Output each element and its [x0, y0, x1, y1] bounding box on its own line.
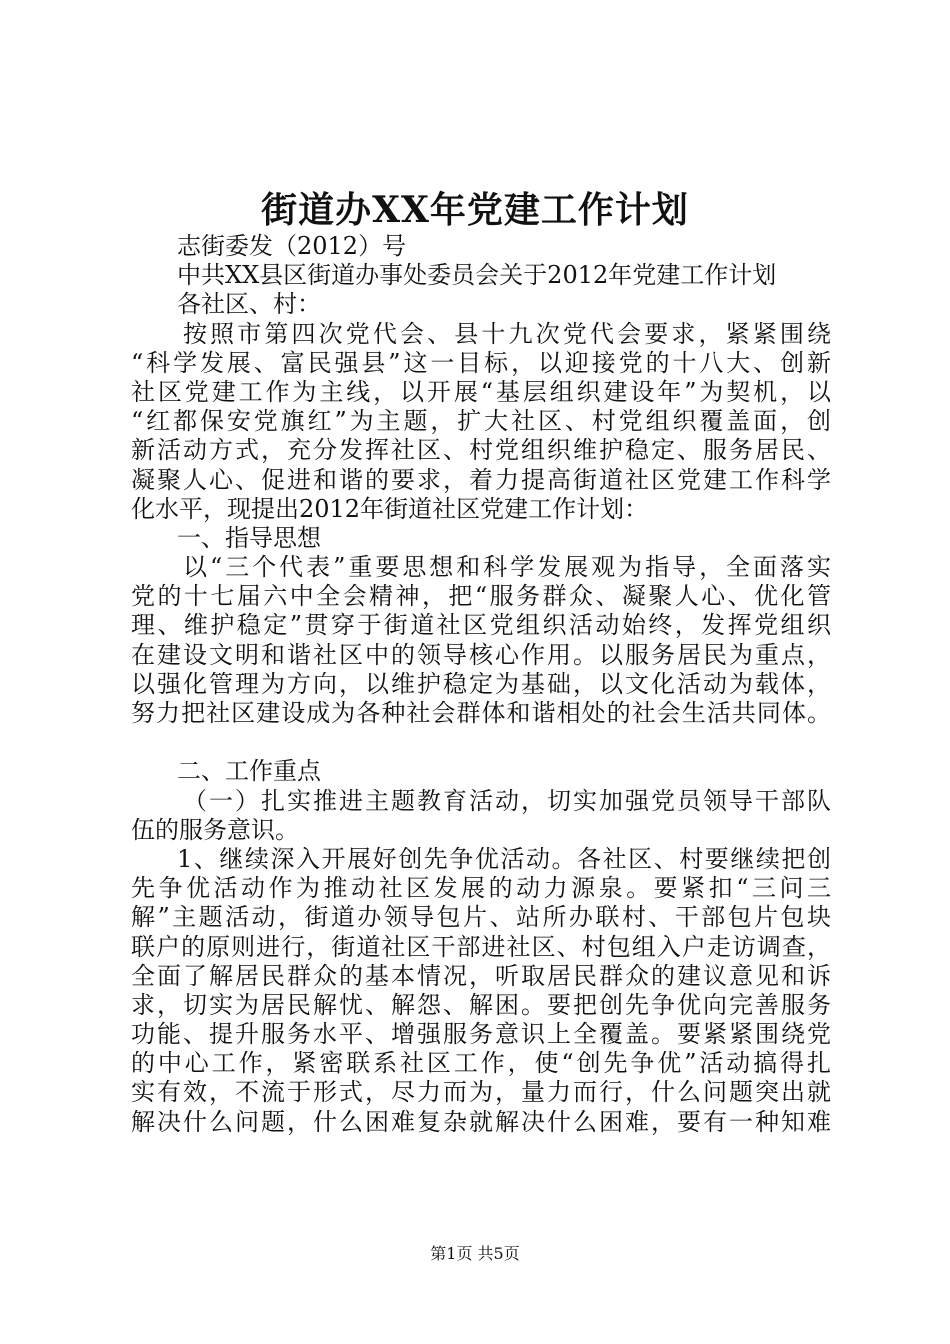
- paragraph-line: 实有效，不流于形式，尽力而为，量力而行，什么问题突出就: [131, 1078, 831, 1107]
- paragraph-line: 努力把社区建设成为各种社会群体和谐相处的社会生活共同体。: [131, 699, 831, 727]
- section-heading-1: 一、指导思想: [177, 523, 321, 552]
- paragraph-line: 以强化管理为方向，以维护稳定为基础，以文化活动为载体，: [131, 669, 831, 698]
- document-number: 志街委发（2012）号: [177, 232, 407, 260]
- document-body: [131, 232, 831, 1137]
- paragraph-line: 解决什么问题，什么困难复杂就解决什么困难，要有一种知难: [131, 1107, 831, 1136]
- paragraph-line: 的中心工作，紧密联系社区工作，使“创先争优”活动搞得扎: [131, 1049, 831, 1078]
- page-footer: 第1页 共5页: [430, 1244, 520, 1263]
- paragraph-line: 解”主题活动，街道办领导包片、站所办联村、干部包片包块: [131, 903, 831, 932]
- paragraph-line: 党的十七届六中全会精神，把“服务群众、凝聚人心、优化管: [131, 582, 831, 611]
- paragraph-line: 凝聚人心、促进和谐的要求，着力提高街道社区党建工作科学: [131, 465, 831, 494]
- paragraph-line: 求，切实为居民解忧、解怨、解困。要把创先争优向完善服务: [131, 990, 831, 1019]
- paragraph-line: 理、维护稳定”贯穿于街道社区党组织活动始终，发挥党组织: [131, 611, 831, 640]
- paragraph-line: 新活动方式，充分发挥社区、村党组织维护稳定、服务居民、: [131, 436, 831, 465]
- paragraph-line: 功能、提升服务水平、增强服务意识上全覆盖。要紧紧围绕党: [131, 1020, 831, 1049]
- document-subject: 中共XX县区街道办事处委员会关于2012年党建工作计划: [177, 261, 777, 290]
- paragraph-line: 先争优活动作为推动社区发展的动力源泉。要紧扣“三问三: [131, 874, 831, 903]
- subsection-heading-line: （一）扎实推进主题教育活动，切实加强党员领导干部队: [183, 786, 831, 815]
- paragraph-line: 化水平，现提出2012年街道社区党建工作计划：: [131, 494, 649, 523]
- paragraph-line: 1、继续深入开展好创先争优活动。各社区、村要继续把创: [177, 844, 831, 873]
- paragraph-line: “红都保安党旗红”为主题，扩大社区、村党组织覆盖面，创: [131, 407, 831, 436]
- blank-line: [131, 728, 831, 757]
- salutation: 各社区、村：: [177, 290, 321, 319]
- subsection-heading-line: 伍的服务意识。: [131, 815, 299, 844]
- paragraph-line: 联户的原则进行，街道社区干部进社区、村包组入户走访调查，: [131, 932, 831, 961]
- paragraph-line: “科学发展、富民强县”这一目标，以迎接党的十八大、创新: [131, 348, 831, 377]
- paragraph-line: 以“三个代表”重要思想和科学发展观为指导，全面落实: [183, 553, 831, 582]
- document-title: 街道办XX年党建工作计划: [261, 189, 689, 231]
- section-heading-2: 二、工作重点: [177, 757, 321, 786]
- paragraph-line: 按照市第四次党代会、县十九次党代会要求，紧紧围绕: [183, 319, 831, 348]
- paragraph-line: 社区党建工作为主线，以开展“基层组织建设年”为契机，以: [131, 377, 831, 406]
- paragraph-line: 全面了解居民群众的基本情况，听取居民群众的建议意见和诉: [131, 961, 831, 990]
- paragraph-line: 在建设文明和谐社区中的领导核心作用。以服务居民为重点，: [131, 640, 831, 669]
